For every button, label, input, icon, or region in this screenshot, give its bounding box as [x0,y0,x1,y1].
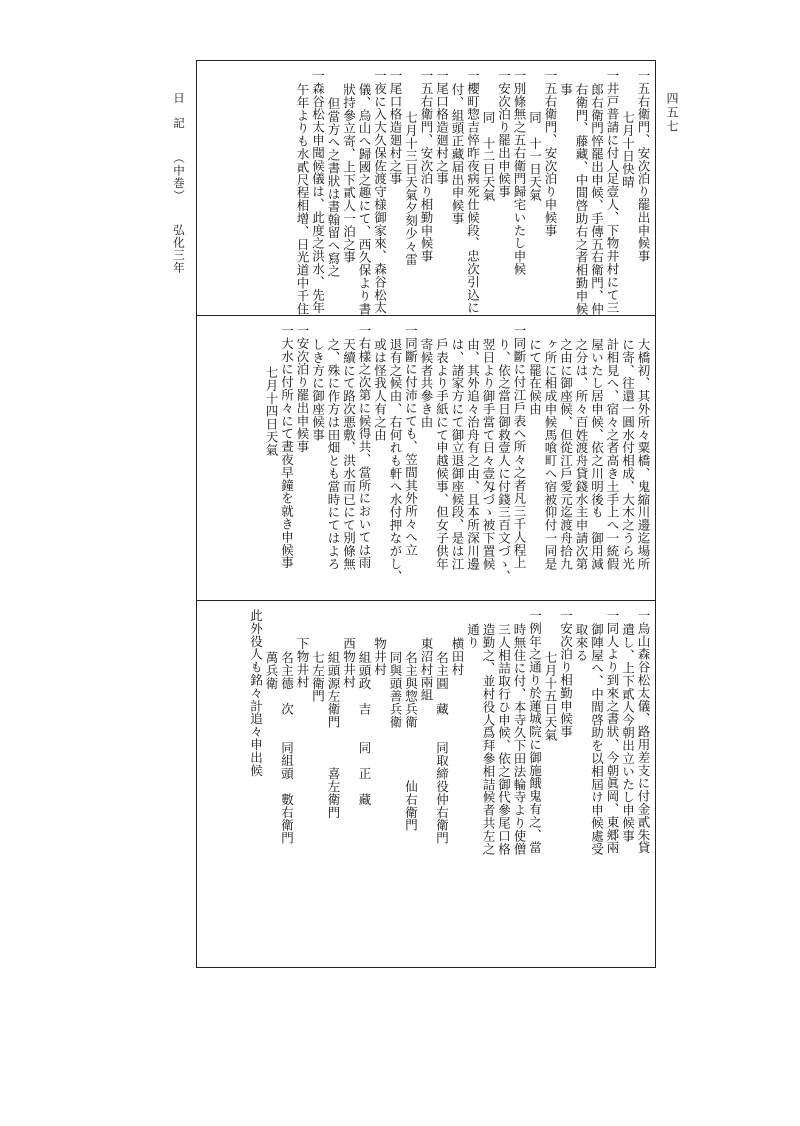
text-column: 遣し、上下貳人今朝出立いたし申候事 [620,623,636,843]
text-column: 組頭源左衛門 喜左衛門 [326,651,341,819]
text-column: 時無住に付、本寺久下田法輪寺より使僧 [512,623,527,856]
middle-tier [197,315,655,600]
text-column: 一五右衛門、安次泊り罷出申候事 [636,69,651,263]
text-column: 東沼村兩組 [419,637,434,702]
text-column: 寄候者共參き由 [419,338,434,429]
text-column: 狀持參立寄、上下貳人一泊之事 [341,83,357,264]
text-column: 計相見へ、宿々之者高き土手上へ一統假 [605,338,620,571]
text-column: 七月十五日天氣 [543,651,558,742]
text-column: 御陣屋へ、中間啓助を以相屆け申候處受 [589,623,605,856]
text-column: 萬兵衛 [264,651,279,690]
text-column: 此外役人も銘々計追々申出候 [248,609,264,777]
text-column: 七月十日快晴 [620,111,636,189]
text-column: 一五右衛門、安次泊り申候事 [543,69,558,237]
text-column: 組頭政 吉 同 正 藏 [357,651,372,806]
header-title: 日 記 [172,92,186,130]
text-column: 同 十一日天氣 [527,111,543,202]
text-column: 翌日より御手當て日々壹匁づゝ被下置候 [481,338,496,571]
text-column: 造勤之、並村役人爲拜參相詰候者共左之 [481,623,496,856]
text-column: 三人相詰取行ひ申候、依之御代參尾口格 [496,623,512,856]
text-column: 由、其外追々治舟有之由、且本所深川邊 [465,338,481,571]
text-column: しき方に御座候事 [310,338,326,442]
text-column: 付、組頭正藏届出申候事 [450,83,465,225]
header-era: 弘化三年 [172,223,186,274]
text-column: 右衛門、藤藏、中間啓助右之者相勤申候 [574,83,589,315]
text-column: 事 [558,83,574,96]
text-column: 天續にて路次悪敷、洪水而已にて別條無 [341,338,357,571]
text-column: 一五右衛門、安次泊り相勤申候事 [419,69,434,263]
text-column: 名主與惣兵衛 仙右衛門 [403,651,419,832]
text-column: 屋いたし居申候、依之川明後も 御用減 [589,338,605,571]
upper-tier [197,61,655,315]
text-column: 七月十四日天氣 [264,366,279,457]
text-column: 之分は、所々百姓渡舟貸錢水主申請次第 [574,338,589,571]
text-column: 一尾口格造廻村之事 [434,69,450,186]
running-header [170,92,188,274]
text-column: 横田村 [450,637,465,676]
text-column: 七月十三日天氣夕刻少々雷 [403,111,419,266]
text-column: 通り [465,623,481,649]
page-number: 四五七 [665,92,679,134]
text-column: 一尾口格造廻村之事 [388,69,403,186]
text-column: 同與頭善兵衛 [388,651,403,729]
lower-tier [197,600,655,969]
text-column: は、諸家方にて御立退御座候段、是は江 [450,338,465,571]
text-column: 戶表より手紙にて申越候事、但女子供年 [434,338,450,571]
text-column: 一井戸普請に付人足壹人、下物井村にて三 [605,69,620,315]
text-column: 一同斷に付江戶表へ所々之者凡三千人程上 [512,324,527,570]
text-column: 大橋初、其外所々粟橋、鬼縮川邊迄場所 [636,338,651,571]
text-column: に寄、往還一圓水付相成、大木之うら光 [620,338,636,571]
text-column: 同 十二日天氣 [481,111,496,202]
text-column: 退有之候由、右何れも軒へ水付押ながし、 [388,338,403,584]
text-column: 一別條無之五右衛門歸宅いたし申候 [512,69,527,276]
header-volume: （中巻） [172,151,186,202]
text-column: にて罷在候由 [527,338,543,416]
text-column: 一櫻町惣吉悴昨夜病死仕候段、忠次引込に [465,69,481,315]
text-column: 午年よりも水貳尺程相增、日光道中千住 [295,83,310,315]
text-column: 名主德 次 同組頭 數右衛門 [279,651,295,845]
text-column: 一右樣之次第に候得共、當所においては雨 [357,324,372,570]
text-column: 名主圓 藏 同取締役仲右衛門 [434,651,450,845]
text-column: 西物井村 [341,637,357,689]
text-column: 一森谷松太申聞候儀は、此度之洪水、先年 [310,69,326,315]
text-column: 一同人より到來之書狀、今朝眞岡、東郷兩 [605,609,620,855]
text-column: り、依之當日御救壹人に付錢三百文づゝ、 [496,338,512,584]
text-column: 一夜に入大久保佐渡守様御家來、森谷松太 [372,69,388,315]
text-column: 下物井村 [295,637,310,689]
text-column: 一安次泊り罷出申候事 [496,69,512,198]
text-column: 一安次泊り罷出申候事 [295,324,310,453]
text-column: 一同斷に付沛にても、笠間其外所々へ立 [403,324,419,557]
text-column: 一大水に付所々にて晝夜早鐘を就き申候事 [279,324,295,570]
text-column: 之由に御座候、但從江戶愛元迄渡舟拾九 [558,338,574,571]
text-column: 一安次泊り相勤申候事 [558,609,574,738]
text-column: 七左衛門 [310,651,326,703]
text-column: 取來る [574,623,589,662]
text-column: 一例年之通り於蓮城院に御施餓鬼有之、當 [527,609,543,855]
text-column: 或は怪我人有之由 [372,338,388,442]
text-column: 但當方へ之書狀は書翰留へ寫之 [326,97,341,278]
text-column: 儀、烏山へ歸國之趣にて、西久保より書 [357,83,372,315]
text-column: ヶ所に相成申候馬喰町へ宿被仰付一同是 [543,338,558,571]
text-column: 之、殊に作方は田畑とも當時にてはよろ [326,338,341,571]
text-column: 郎右衛門悴罷出申候、手傳五右衛門、仲 [589,83,605,315]
text-column: 物井村 [372,637,388,676]
text-column: 一烏山森谷松太儀、路用差支に付金貳朱貸 [636,609,651,855]
text-frame [196,60,656,968]
